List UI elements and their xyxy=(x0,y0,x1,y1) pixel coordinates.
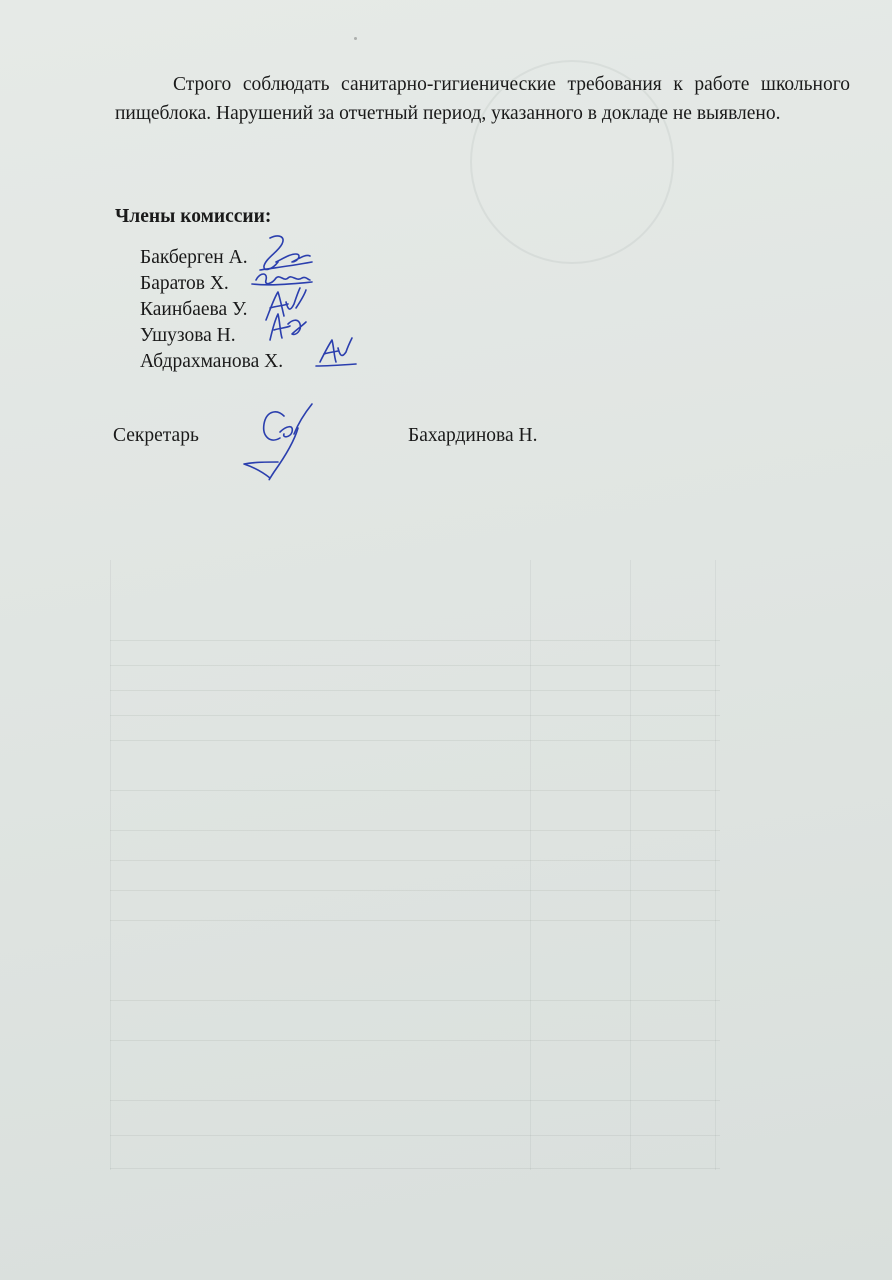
member-name: Ушузова Н. xyxy=(140,325,236,346)
member-name: Абдрахманова Х. xyxy=(140,351,284,372)
bleed-line xyxy=(630,560,631,1170)
secretary-label: Секретарь xyxy=(113,425,199,446)
member-name: Каинбаева У. xyxy=(140,299,248,320)
bleed-line xyxy=(110,1168,720,1169)
bleed-line xyxy=(110,690,720,691)
signature-icon xyxy=(314,334,358,372)
bleed-line xyxy=(110,715,720,716)
bleed-line xyxy=(110,560,111,1170)
bleed-line xyxy=(110,740,720,741)
bleed-line xyxy=(110,1100,720,1101)
bleed-line xyxy=(715,560,716,1170)
bleed-line xyxy=(110,665,720,666)
members-heading: Члены комиссии: xyxy=(115,206,272,227)
body-paragraph: Строго соблюдать санитарно-гигиенические требования к работе школьного пищеблока. Нарушений за отчетный период, указанного в докладе не выявлено. xyxy=(115,74,850,124)
signature-icon xyxy=(240,398,324,484)
bleed-line xyxy=(110,1000,720,1001)
bleed-line xyxy=(110,1040,720,1041)
member-name: Бакберген А. xyxy=(140,247,248,268)
bleed-line xyxy=(110,890,720,891)
bleed-line xyxy=(110,640,720,641)
member-name: Баратов Х. xyxy=(140,273,229,294)
bleed-line xyxy=(110,830,720,831)
bleed-line xyxy=(110,860,720,861)
secretary-name: Бахардинова Н. xyxy=(408,425,538,446)
bleed-line xyxy=(110,1135,720,1136)
paper-speck xyxy=(354,37,357,40)
bleed-line xyxy=(110,920,720,921)
bleed-line xyxy=(530,560,531,1170)
bleed-line xyxy=(110,790,720,791)
signature-icon xyxy=(262,308,308,346)
